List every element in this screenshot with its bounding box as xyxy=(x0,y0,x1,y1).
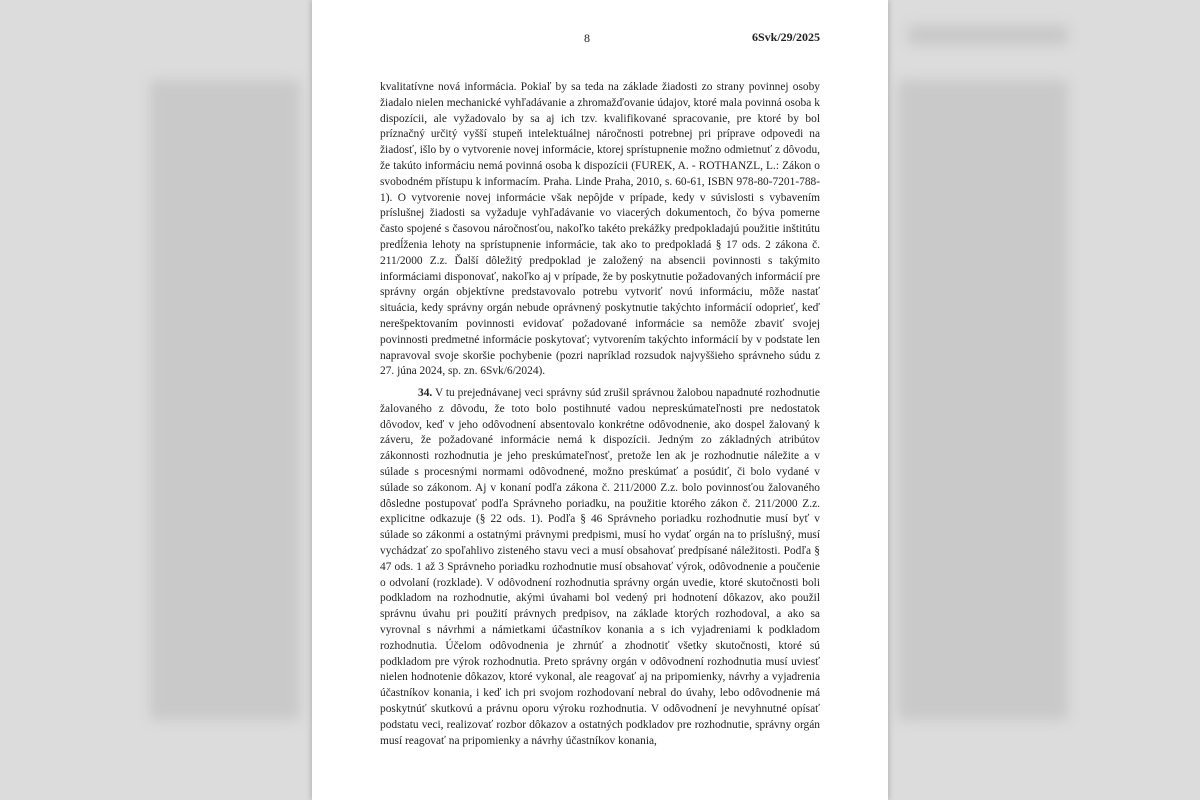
background-blurred-page-left xyxy=(0,0,312,800)
paragraph-number: 34. xyxy=(418,387,433,399)
case-number: 6Svk/29/2025 xyxy=(751,30,820,44)
document-page xyxy=(312,0,888,800)
paragraph-34 xyxy=(380,386,820,749)
paragraph-text: V tu prejednávanej veci správny súd zrušil správnou žalobou napadnuté rozhodnutie žalovaného z dôvodu, že toto bolo postihnuté vadou nepreskúmateľnosti pre nedostatok dôvodov, keď v jeho odôvodnení absentovalo konkrétne odôvodnenie, ako dospel žalovaný k záveru, že požadované informácie nemá k dispozícii. Jedným zo základných atribútov zákonnosti rozhodnutia je jeho preskúmateľnosť, pretože len ak je rozhodnutie náležite a v súlade s procesnými normami odôvodnené, možno preskúmať a posúdiť, či bolo vydané v súlade so zákonom. Aj v konaní podľa zákona č. 211/2000 Z.z. bolo povinnosťou žalovaného dôsledne postupovať podľa Správneho poriadku, na použitie ktorého zákon č. 211/2000 Z.z. explicitne odkazuje (§ 22 ods. 1). Podľa § 46 Správneho poriadku rozhodnutie musí byť v súlade so zákonmi a ostatnými právnymi predpismi, musí ho vydať orgán na to príslušný, musí vychádzať zo spoľahlivo zisteného stavu veci a musí obsahovať predpísané náležitosti. Podľa § 47 ods. 1 až 3 Správneho poriadku rozhodnutie musí obsahovať výrok, odôvodnenie a poučenie o odvolaní (rozklade). V odôvodnení rozhodnutia správny orgán uvedie, ktoré skutočnosti boli podkladom na rozhodnutie, akými úvahami bol vedený pri hodnotení dôkazov, ako použil správnu úvahu pri použití právnych predpisov, na základe ktorých rozhodoval, a ako sa vyrovnal s návrhmi a námietkami účastníkov konania a s ich vyjadreniami k podkladom rozhodnutia. Účelom odôvodnenia je zhrnúť a zhodnotiť všetky skutočnosti, ktoré sú podkladom pre výrok rozhodnutia. Preto správny orgán v odôvodnení rozhodnutia musí uviesť nielen hodnotenie dôkazov, ktoré vykonal, ale reagovať aj na pripomienky, návrhy a vyjadrenia účastníkov konania, i keď ich pri svojom rozhodovaní nebral do úvahy, lebo odôvodnenie má poskytnúť skutkovú a právnu oporu výroku rozhodnutia. V odôvodnení je nevyhnutné opísať podstatu veci, realizovať rozbor dôkazov a ostatných podkladov pre rozhodnutie, správny orgán musí reagovať na pripomienky a návrhy účastníkov konania, xyxy=(380,387,820,747)
paragraph-continuation xyxy=(380,80,820,380)
background-blurred-page-right xyxy=(888,0,1200,800)
page-number: 8 xyxy=(584,31,590,45)
paragraph-text: kvalitatívne nová informácia. Pokiaľ by sa teda na základe žiadosti zo strany povinnej osoby žiadalo nielen mechanické vyhľadávanie a zhromažďovanie údajov, ktoré mala povinná osoba k dispozícii, ale vyžadovalo by sa aj ich tzv. kvalifikované spracovanie, pre ktoré by bol príznačný určitý vyšší stupeň intelektuálnej náročnosti potrebnej pri príprave odpovedi na žiadosť, išlo by o vytvorenie novej informácie, ktorej sprístupnenie možno odmietnuť z dôvodu, že takúto informáciu nemá povinná osoba k dispozícii (FUREK, A. - ROTHANZL, L.: Zákon o svobodném přístupu k informacím. Praha. Linde Praha, 2010, s. 60-61, ISBN 978-80-7201-788-1). O vytvorenie novej informácie však nepôjde v prípade, kedy v súvislosti s vybavením príslušnej žiadosti sa vyžaduje vyhľadávanie vo viacerých dokumentoch, čo býva pomerne často spojené s časovou náročnosťou, nakoľko takéto prekážky predpokladajú použitie inštitútu predĺženia lehoty na sprístupnenie informácie, tak ako to predpokladá § 17 ods. 2 zákona č. 211/2000 Z.z. Ďalší dôležitý predpoklad je založený na absencii povinnosti s takýmito informáciami disponovať, nakoľko aj v prípade, že by poskytnutie požadovaných informácií pre správny orgán objektívne predstavovalo potrebu vytvoriť novú informáciu, môže nastať situácia, kedy správny orgán nebude oprávnený poskytnutie takýchto informácií odoprieť, keď nerešpektovaním povinnosti evidovať požadované informácie sa nemôže zbaviť svojej povinnosti predmetné informácie poskytovať; vytvorením takýchto informácií by v podstate len napravoval svoje skoršie pochybenie (pozri napríklad rozsudok najvyššieho správneho súdu z 27. júna 2024, sp. zn. 6Svk/6/2024). xyxy=(380,81,820,378)
